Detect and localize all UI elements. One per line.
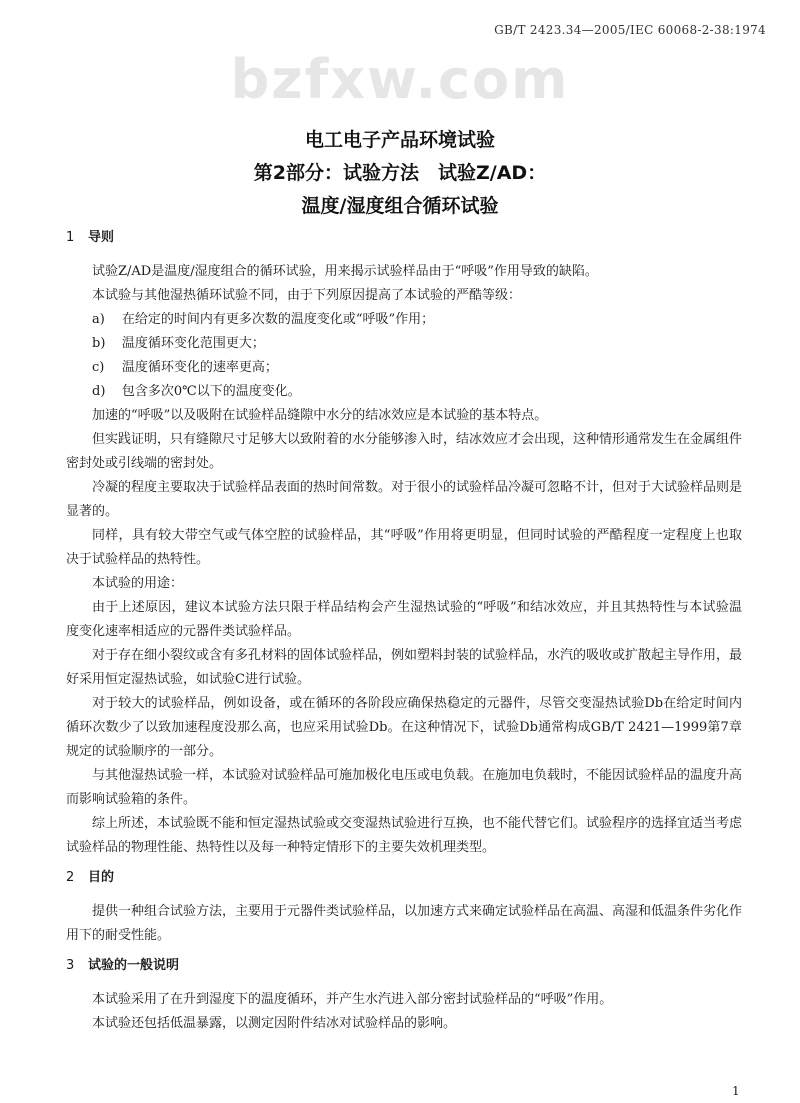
section-title: 目的 (88, 870, 115, 885)
list-item (66, 308, 742, 332)
title-line: 第2部分：试验方法 试验Z/AD： (253, 162, 547, 184)
page-number: 1 (732, 1084, 740, 1098)
standard-number: GB/T 2423.34—2005/IEC 60068-2-38:1974 (494, 23, 766, 37)
section-heading (66, 226, 742, 250)
list-text: 在给定的时间内有更多次数的温度变化或“呼吸”作用； (121, 312, 435, 327)
paragraph: 与其他湿热试验一样，本试验对试验样品可施加极化电压或电负载。在施加电负载时，不能因试验样品的温度升高而影响试验箱的条件。 (66, 768, 743, 807)
paragraph: 由于上述原因，建议本试验方法只限于样品结构会产生湿热试验的“呼吸”和结冰效应，并且其热特性与本试验温度变化速率相适应的元器件类试验样品。 (66, 600, 742, 639)
paragraph: 本试验与其他湿热循环试验不同，由于下列原因提高了本试验的严酷等级： (92, 288, 522, 303)
list-marker: c) (92, 360, 105, 375)
list-item (66, 332, 742, 356)
section-title: 试验的一般说明 (88, 958, 180, 973)
paragraph: 综上所述，本试验既不能和恒定湿热试验或交变湿热试验进行互换，也不能代替它们。试验程序的选择宜适当考虑试验样品的物理性能、热特性以及每一种特定情形下的主要失效机理类型。 (66, 816, 743, 855)
section-number: 1 (66, 230, 75, 245)
list-marker: d) (92, 384, 106, 399)
watermark: bzfxw.com (230, 48, 570, 111)
list-text: 包含多次0℃以下的温度变化。 (121, 384, 301, 399)
list-marker: a) (92, 312, 105, 327)
section-number: 3 (66, 958, 75, 973)
list-item (66, 356, 742, 380)
list-marker: b) (92, 336, 106, 351)
paragraph: 对于较大的试验样品，例如设备，或在循环的各阶段应确保热稳定的元器件，尽管交变湿热试验Db在给定时间内循环次数少了以致加速程度没那么高，也应采用试验Db。在这种情况下，试验Db通常构成GB/T 2421—1999第7章规定的试验顺序的一部分。 (66, 696, 742, 759)
list-text: 温度循环变化范围更大； (121, 336, 265, 351)
list-text: 温度循环变化的速率更高； (121, 360, 278, 375)
section-number: 2 (66, 870, 75, 885)
document-body (66, 226, 742, 1036)
section-title: 导则 (88, 230, 115, 245)
title-line: 温度/湿度组合循环试验 (301, 195, 499, 217)
paragraph: 本试验的用途： (92, 576, 184, 591)
paragraph: 同样，具有较大带空气或气体空腔的试验样品，其“呼吸”作用将更明显，但同时试验的严酷程度一定程度上也取决于试验样品的热特性。 (66, 528, 742, 567)
paragraph: 加速的“呼吸”以及吸附在试验样品缝隙中水分的结冰效应是本试验的基本特点。 (92, 408, 548, 423)
section-heading (66, 954, 742, 978)
paragraph: 对于存在细小裂纹或含有多孔材料的固体试验样品，例如塑料封装的试验样品，水汽的吸收或扩散起主导作用，最好采用恒定湿热试验，如试验C进行试验。 (66, 648, 743, 687)
section-heading (66, 866, 742, 890)
paragraph: 冷凝的程度主要取决于试验样品表面的热时间常数。对于很小的试验样品冷凝可忽略不计，但对于大试验样品则是显著的。 (66, 480, 743, 519)
document-title (0, 124, 800, 223)
paragraph: 提供一种组合试验方法，主要用于元器件类试验样品，以加速方式来确定试验样品在高温、高湿和低温条件劣化作用下的耐受性能。 (66, 904, 743, 943)
paragraph: 本试验还包括低温暴露，以测定因附件结冰对试验样品的影响。 (92, 1016, 457, 1031)
paragraph: 试验Z/AD是温度/湿度组合的循环试验，用来揭示试验样品由于“呼吸”作用导致的缺陷。 (92, 264, 598, 279)
paragraph: 但实践证明，只有缝隙尺寸足够大以致附着的水分能够渗入时，结冰效应才会出现，这种情形通常发生在金属组件密封处或引线端的密封处。 (66, 432, 743, 471)
title-line: 电工电子产品环境试验 (304, 129, 495, 151)
list-item (66, 380, 742, 404)
paragraph: 本试验采用了在升到湿度下的温度循环，并产生水汽进入部分密封试验样品的“呼吸”作用。 (92, 992, 613, 1007)
